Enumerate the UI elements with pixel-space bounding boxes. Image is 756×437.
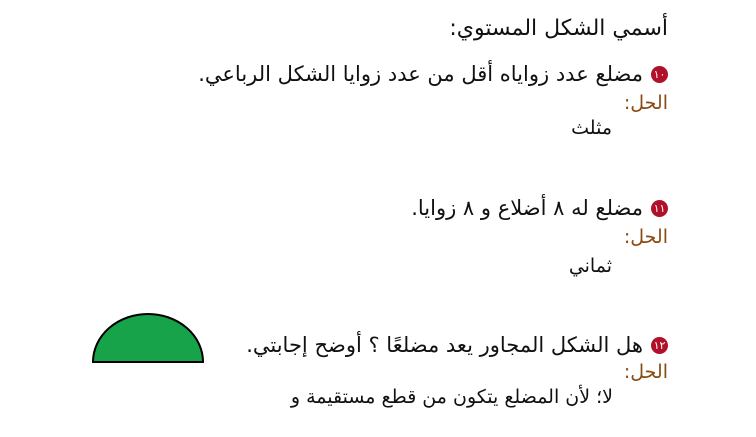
- question-text: مضلع عدد زواياه أقل من عدد زوايا الشكل الرباعي.: [198, 62, 643, 86]
- question-12: [246, 333, 668, 357]
- answer-text: لا؛ لأن المضلع يتكون من قطع مستقيمة و: [290, 386, 613, 408]
- answer-text: ثماني: [568, 255, 612, 277]
- solution-label: الحل:: [623, 92, 668, 114]
- question-text: هل الشكل المجاور يعد مضلعًا ؟ أوضح إجابتي.: [246, 333, 643, 357]
- question-10: [198, 62, 668, 86]
- semicircle-shape: [90, 312, 206, 364]
- question-number-badge: ١١: [651, 200, 668, 217]
- question-11: [411, 196, 668, 220]
- question-number-badge: ١٢: [651, 337, 668, 354]
- question-number-badge: ١٠: [651, 66, 668, 83]
- answer-text: مثلث: [571, 117, 612, 139]
- worksheet-heading: أسمي الشكل المستوي:: [449, 16, 668, 41]
- question-text: مضلع له ٨ أضلاع و ٨ زوايا.: [411, 196, 643, 220]
- solution-label: الحل:: [623, 361, 668, 383]
- solution-label: الحل:: [623, 226, 668, 248]
- semicircle-path: [93, 314, 203, 362]
